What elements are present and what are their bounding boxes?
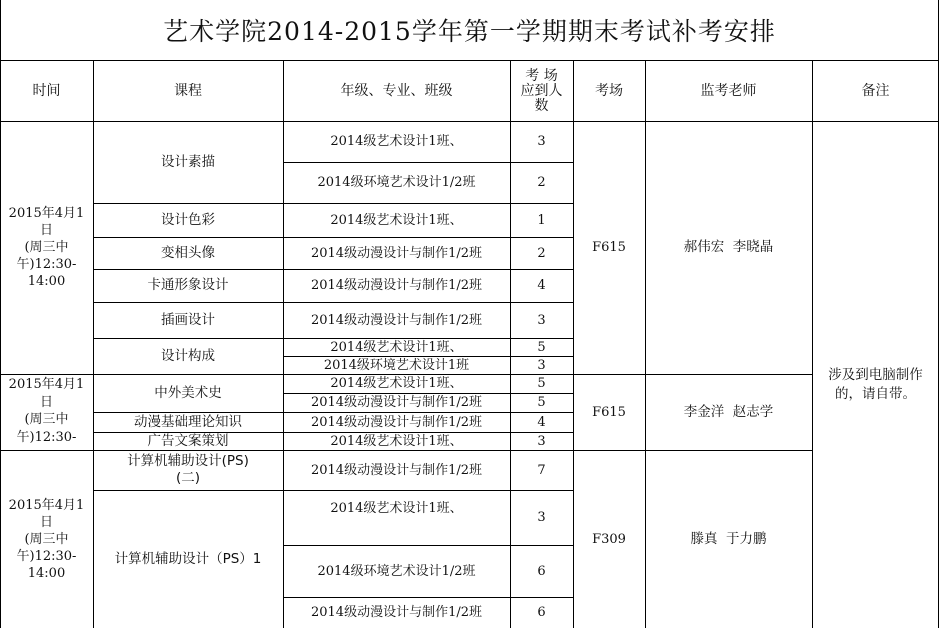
header-room: 考场 [595, 82, 623, 99]
room-cell: F309 [592, 531, 626, 547]
row-rule [283, 356, 573, 357]
course-cell: 卡通形象设计 [147, 277, 229, 293]
class-cell: 2014级艺术设计1班、 [330, 339, 463, 355]
course-cell: 计算机辅助设计（PS）1 [114, 550, 262, 567]
row-rule [93, 269, 573, 270]
course-cell: 设计素描 [161, 153, 215, 170]
count-cell: 2 [537, 175, 546, 190]
count-cell: 3 [537, 312, 546, 328]
count-cell: 4 [537, 278, 546, 293]
count-cell: 5 [537, 376, 546, 391]
row-rule [283, 393, 573, 394]
group-time: 2015年4月1 日 (周三中 午)12:30- 14:00 [8, 497, 85, 581]
course-cell: 动漫基础理论知识 [134, 413, 242, 430]
row-rule [283, 162, 573, 163]
count-cell: 5 [537, 339, 546, 355]
count-cell: 7 [537, 462, 546, 478]
header-time: 时间 [32, 82, 61, 99]
count-cell: 5 [537, 395, 546, 410]
row-rule [283, 545, 573, 546]
header-class: 年级、专业、班级 [340, 82, 453, 99]
header-remark: 备注 [861, 82, 890, 99]
course-cell: 插画设计 [161, 311, 215, 328]
header-count: 考 场 应到人 数 [520, 67, 563, 114]
course-cell: 中外美术史 [154, 384, 222, 401]
group-divider [0, 374, 812, 375]
proctor-cell: 滕真 于力鹏 [690, 530, 767, 547]
column-rule [573, 60, 574, 628]
count-cell: 3 [537, 134, 546, 149]
class-cell: 2014级动漫设计与制作1/2班 [310, 395, 482, 410]
group-time: 2015年4月1 日 (周三中 午)12:30- [8, 377, 85, 445]
count-cell: 6 [537, 605, 546, 620]
table-border-left [0, 0, 1, 628]
row-rule [283, 597, 573, 598]
class-cell: 2014级环境艺术设计1/2班 [317, 175, 476, 190]
row-rule [93, 203, 573, 204]
class-cell: 2014级艺术设计1班、 [330, 376, 463, 391]
column-rule [812, 60, 813, 628]
proctor-cell: 李金洋 赵志学 [683, 403, 774, 420]
class-cell: 2014级动漫设计与制作1/2班 [310, 605, 482, 620]
room-cell: F615 [592, 404, 626, 420]
class-cell: 2014级艺术设计1班、 [330, 433, 463, 449]
class-cell: 2014级环境艺术设计1/2班 [317, 563, 476, 579]
room-cell: F615 [592, 240, 626, 255]
row-rule [93, 490, 573, 491]
count-cell: 1 [537, 212, 546, 228]
count-cell: 6 [537, 563, 546, 579]
class-cell: 2014级艺术设计1班、 [330, 501, 463, 516]
row-rule [93, 237, 573, 238]
count-cell: 3 [537, 357, 546, 373]
course-cell: 设计色彩 [161, 211, 215, 228]
course-cell: 设计构成 [161, 347, 215, 364]
row-rule [93, 302, 573, 303]
column-rule [645, 60, 646, 628]
group-divider [0, 450, 812, 451]
class-cell: 2014级动漫设计与制作1/2班 [310, 245, 482, 261]
column-rule [93, 60, 94, 628]
count-cell: 3 [537, 510, 546, 525]
row-rule [93, 412, 573, 413]
header-course: 课程 [174, 82, 202, 99]
row-rule [93, 338, 573, 339]
row-rule [93, 432, 573, 433]
class-cell: 2014级动漫设计与制作1/2班 [310, 414, 482, 430]
class-cell: 2014级动漫设计与制作1/2班 [310, 462, 482, 478]
class-cell: 2014级动漫设计与制作1/2班 [310, 278, 482, 293]
header-proctor: 监考老师 [700, 82, 757, 99]
group-time: 2015年4月1 日 (周三中 午)12:30- 14:00 [8, 206, 85, 289]
class-cell: 2014级艺术设计1班、 [330, 212, 463, 228]
column-rule [510, 60, 511, 628]
class-cell: 2014级艺术设计1班、 [330, 134, 463, 149]
proctor-cell: 郝伟宏 李晓晶 [683, 239, 774, 255]
count-cell: 2 [537, 245, 546, 261]
header-bottom-rule [0, 121, 939, 122]
column-rule [283, 60, 284, 628]
course-cell: 变相头像 [161, 244, 215, 261]
remark-cell: 涉及到电脑制作 的，请自带。 [828, 367, 923, 402]
page-title: 艺术学院2014-2015学年第一学期期末考试补考安排 [163, 17, 776, 46]
course-cell: 计算机辅助设计(PS) (二) [127, 453, 249, 486]
course-cell: 广告文案策划 [147, 432, 229, 449]
count-cell: 3 [537, 433, 546, 449]
class-cell: 2014级环境艺术设计1班 [323, 357, 470, 373]
table-border-top [0, 60, 939, 61]
count-cell: 4 [537, 414, 546, 430]
class-cell: 2014级动漫设计与制作1/2班 [310, 312, 482, 328]
